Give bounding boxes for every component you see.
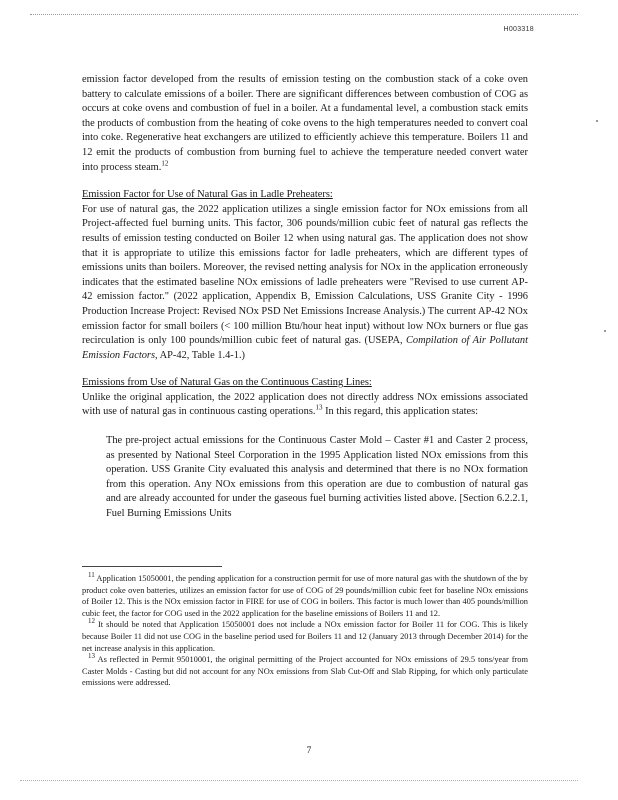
scan-artifact-top bbox=[30, 14, 578, 15]
scan-speck bbox=[596, 120, 598, 122]
page-identifier: H003318 bbox=[503, 26, 534, 33]
paragraph-text: emission factor developed from the results of emission testing on the combustion stack of a coke oven battery to calculate emissions of a boiler. There are significant differences between combustion of COG as occurs at coke ovens and combustion of fuel in a boiler. At a fundamental level, a combustion stack emits the products of combustion from the heating of coke ovens to the high temperatures needed to convert coal into coke. Regenerative heat exchangers are utilized to efficiently achieve this temperature. Boilers 11 and 12 emit the products of combustion from burning fuel to achieve the temperature needed convert water into process steam. bbox=[82, 74, 528, 173]
paragraph-text: In this regard, this application states: bbox=[322, 406, 479, 418]
heading-continuous-casting: Emissions from Use of Natural Gas on the Continuous Casting Lines: bbox=[82, 377, 372, 389]
paragraph-text: , AP-42, Table 1.4-1.) bbox=[155, 349, 246, 361]
footnotes bbox=[82, 573, 528, 689]
citation-title: Compilation of Air Pollutant Emission Factors bbox=[82, 335, 529, 361]
footnote-ref: 12 bbox=[161, 159, 169, 168]
footnote-mark: 11 bbox=[88, 571, 95, 580]
page-number: 7 bbox=[306, 746, 312, 756]
footnote-text: Application 15050001, the pending application for a construction permit for use of more natural gas with the shutdown of the by product coke oven batteries, utilizes an emission factor for use of COG of 29 pounds/million cubic feet for baseline NOx emissions of Boiler 12. This is the NOx emission factor in FIRE for use of COG in boilers. This factor is much lower than 405 pounds/million cubic feet, the factor for COG used in the 2022 application for the baseline emissions of Boilers 11 and 12. bbox=[82, 574, 528, 618]
footnote-divider bbox=[82, 566, 222, 567]
footnote-mark: 13 bbox=[88, 652, 95, 661]
scan-artifact-bottom bbox=[20, 780, 578, 781]
paragraph-coke-oven-factor bbox=[82, 73, 528, 175]
paragraph-text: For use of natural gas, the 2022 application utilizes a single emission factor for NOx emissions from all Project-affected fuel burning units. This factor, 306 pounds/million cubic feet of natural gas reflects the results of emission testing conducted on Boiler 12 when using natural gas. The application does not show that it is appropriate to utilize this emissions factor for ladle preheaters, which are different types of emissions units than boilers. Moreover, the revised netting analysis for NOx in the application erroneously indicates that the estimated baseline NOx emissions of ladle preheaters were "Revised to use current AP-42 emission factor." (2022 application, Appendix B, Emission Calculations, USS Granite City - 1996 Production Increase Project: Revised NOx PSD Net Emissions Increase Analysis.) The current AP-42 NOx emission factor for small boilers (< 100 million Btu/hour heat input) without low NOx burners or flue gas recirculation is only 100 pounds/million cubic feet of natural gas. (USEPA, bbox=[82, 203, 528, 347]
scan-speck bbox=[604, 330, 606, 332]
block-quote: The pre-project actual emissions for the Continuous Caster Mold – Caster #1 and Caster 2 process, as presented by National Steel Corporation in the 1995 Application listed NOx emissions from this operation. USS Granite City evaluated this analysis and determined that there is no NOx formation from this operation. Any NOx emissions from this operation are due to combustion of natural gas and are already accounted for under the gaseous fuel burning activities listed above. [Section 6.2.2.1, Fuel Burning Emissions Units bbox=[106, 435, 528, 520]
heading-ladle-preheaters: Emission Factor for Use of Natural Gas in Ladle Preheaters: bbox=[82, 189, 333, 201]
paragraph-ladle-preheaters bbox=[82, 203, 528, 364]
paragraph-text: Unlike the original application, the 2022 application does not directly address NOx emissions associated with use of natural gas in continuous casting operations. bbox=[82, 391, 528, 418]
footnote-12 bbox=[82, 619, 528, 654]
paragraph-continuous-casting bbox=[82, 391, 528, 420]
footnote-mark: 12 bbox=[88, 617, 95, 626]
footnote-13 bbox=[82, 654, 528, 689]
document-body bbox=[82, 73, 528, 522]
footnote-text: As reflected in Permit 95010001, the original permitting of the Project accounted for NOx emissions of 29.5 tons/year from Caster Molds - Casting but did not account for any NOx emissions from Slab Cut-Off and Slab Ripping, for which only particulate emissions were addressed. bbox=[82, 655, 528, 688]
footnote-ref: 13 bbox=[315, 404, 323, 412]
footnote-11 bbox=[82, 573, 528, 619]
footnote-text: It should be noted that Application 15050001 does not include a NOx emission factor for Boiler 11 for COG. This is likely because Boiler 11 did not use COG in the baseline period used for Boilers 11 and 12 (January 2013 through December 2014) for the net increase analysis in this application. bbox=[82, 620, 528, 653]
